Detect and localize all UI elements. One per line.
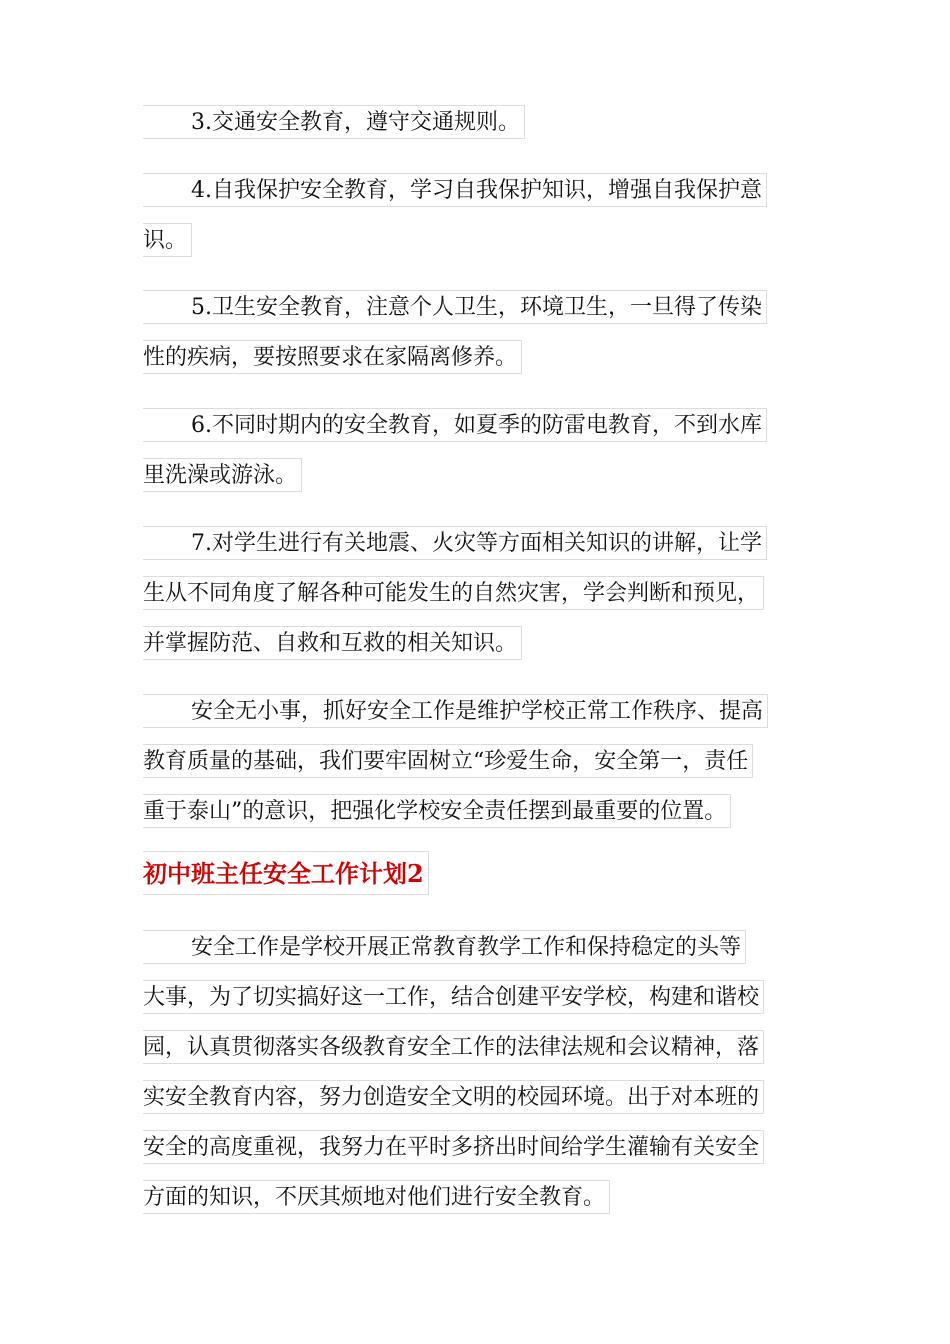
section-paragraph-line-2: 大事，为了切实搞好这一工作，结合创建平安学校，构建和谐校 — [143, 980, 764, 1014]
section-paragraph-line-1: 安全工作是学校开展正常教育教学工作和保持稳定的头等 — [143, 930, 746, 964]
paragraph-3-line-1: 3.交通安全教育，遵守交通规则。 — [143, 105, 525, 139]
paragraph-6-line-2: 里洗澡或游泳。 — [143, 458, 302, 492]
paragraph-7-line-2: 生从不同角度了解各种可能发生的自然灾害，学会判断和预见， — [143, 576, 764, 610]
paragraph-4-line-2: 识。 — [143, 223, 192, 257]
section-paragraph-line-4: 实安全教育内容，努力创造安全文明的校园环境。出于对本班的 — [143, 1080, 764, 1114]
paragraph-7-line-3: 并掌握防范、自救和互救的相关知识。 — [143, 626, 522, 660]
paragraph-5-line-1: 5.卫生安全教育，注意个人卫生，环境卫生，一旦得了传染 — [143, 290, 767, 324]
section-paragraph-line-6: 方面的知识，不厌其烦地对他们进行安全教育。 — [143, 1180, 610, 1214]
summary-paragraph-line-1: 安全无小事，抓好安全工作是维护学校正常工作秩序、提高 — [143, 694, 768, 728]
section-heading: 初中班主任安全工作计划2 — [143, 851, 429, 895]
paragraph-7-line-1: 7.对学生进行有关地震、火灾等方面相关知识的讲解，让学 — [143, 526, 767, 560]
paragraph-5-line-2: 性的疾病，要按照要求在家隔离修养。 — [143, 340, 522, 374]
summary-paragraph-line-3: 重于泰山”的意识，把强化学校安全责任摆到最重要的位置。 — [143, 794, 731, 828]
section-paragraph-line-5: 安全的高度重视，我努力在平时多挤出时间给学生灌输有关安全 — [143, 1130, 764, 1164]
paragraph-6-line-1: 6.不同时期内的安全教育，如夏季的防雷电教育，不到水库 — [143, 408, 767, 442]
paragraph-4-line-1: 4.自我保护安全教育，学习自我保护知识，增强自我保护意 — [143, 173, 767, 207]
section-paragraph-line-3: 园，认真贯彻落实各级教育安全工作的法律法规和会议精神，落 — [143, 1030, 764, 1064]
summary-paragraph-line-2: 教育质量的基础，我们要牢固树立“珍爱生命，安全第一，责任 — [143, 744, 753, 778]
